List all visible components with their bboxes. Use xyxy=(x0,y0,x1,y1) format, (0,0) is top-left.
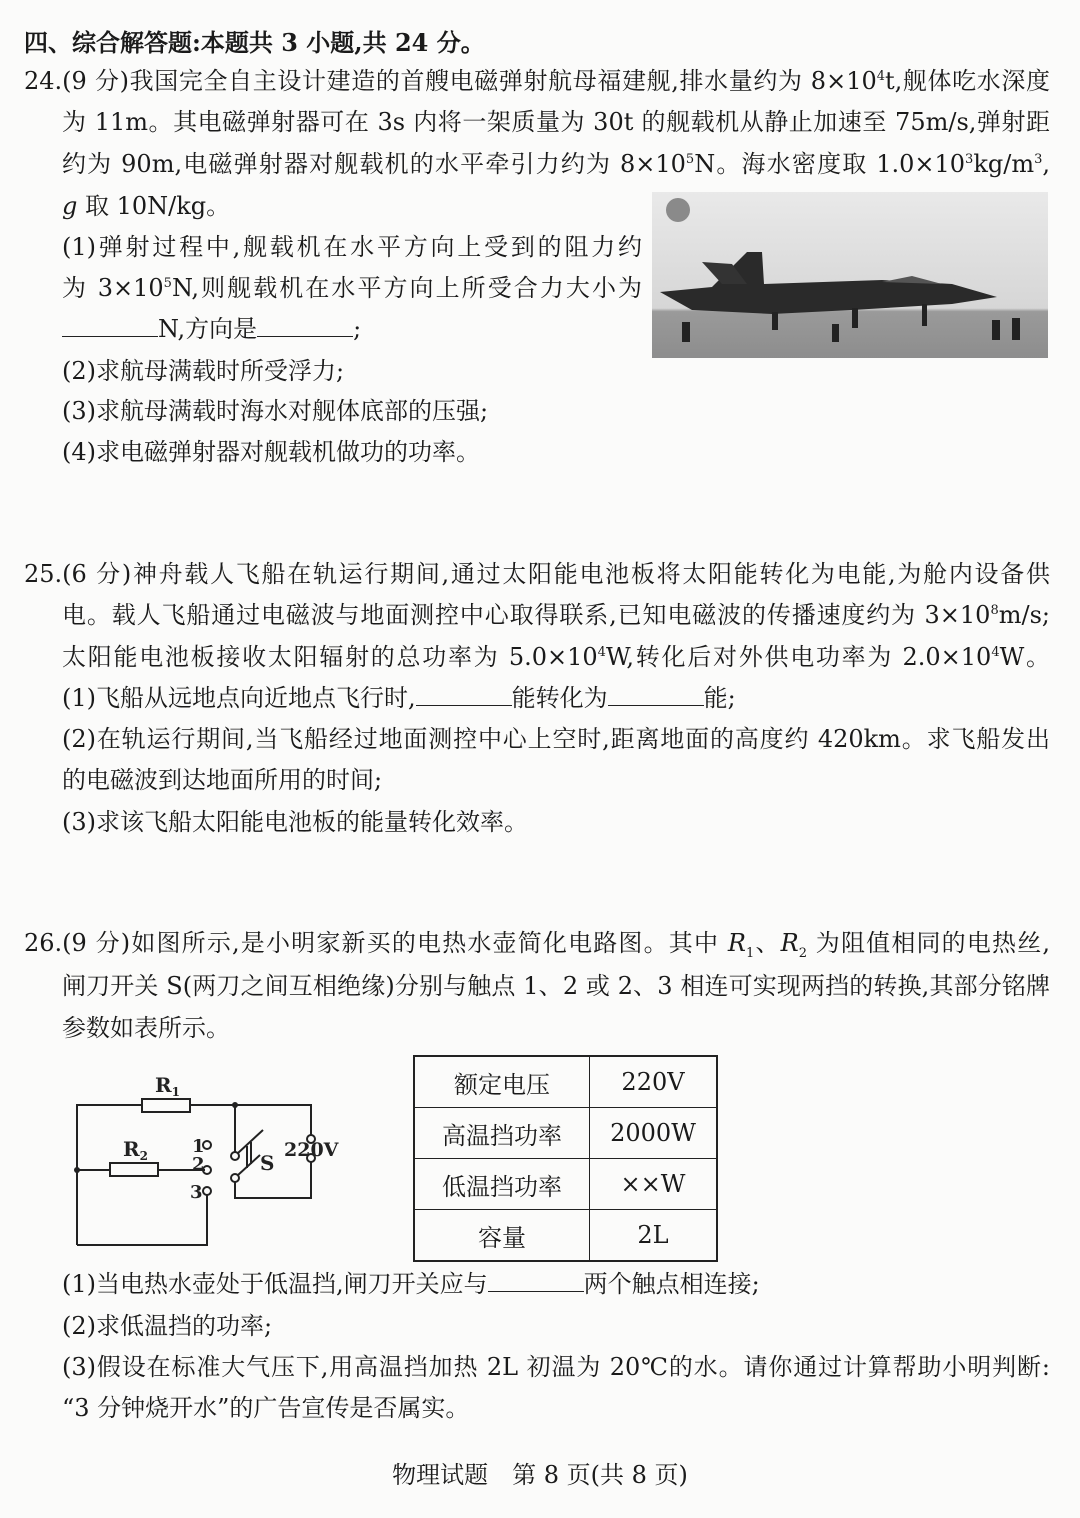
q26-line xyxy=(62,1311,1050,1341)
svg-text:R2: $R_2$ xyxy=(123,1137,148,1163)
answer-blank xyxy=(62,314,158,337)
subscript: 1 xyxy=(746,945,755,958)
q24-line xyxy=(62,232,642,262)
superscript: 4 xyxy=(597,645,606,660)
text-run: 能; xyxy=(703,684,736,712)
q25-line xyxy=(24,559,1050,589)
text-run: 的电磁波到达地面所用的时间; xyxy=(62,766,383,794)
carrier-jet-photo xyxy=(652,192,1048,358)
superscript: 4 xyxy=(991,645,1000,660)
text-run: ; xyxy=(353,315,362,343)
svg-text:3: 3 xyxy=(190,1182,203,1203)
italic-symbol: g xyxy=(62,192,78,220)
q26-line xyxy=(62,971,1050,1001)
table-row: 低温挡功率 ××W xyxy=(414,1159,717,1210)
resistor-r1 xyxy=(142,1099,190,1112)
table-row: 容量 2L xyxy=(414,1210,717,1262)
superscript: 3 xyxy=(965,152,974,167)
q24-line xyxy=(62,356,1050,386)
text-run: 太阳能电池板接收太阳辐射的总功率为 5.0×10 xyxy=(62,643,598,671)
logo-badge-icon xyxy=(666,198,690,222)
text-run: (3)求该飞船太阳能电池板的能量转化效率。 xyxy=(62,808,528,836)
text-run: t,舰体吃水深度 xyxy=(885,67,1050,95)
italic-symbol: R xyxy=(727,929,746,957)
text-run: 两个触点相连接; xyxy=(583,1270,760,1298)
text-run: 闸刀开关 S(两刀之间互相绝缘)分别与触点 1、2 或 2、3 相连可实现两挡的转换,其部分铭牌 xyxy=(62,972,1050,1000)
text-run: (1)弹射过程中,舰载机在水平方向上受到的阻力约 xyxy=(62,233,642,261)
text-run: m/s; xyxy=(998,601,1050,629)
table-row: 高温挡功率 2000W xyxy=(414,1108,717,1159)
superscript: 5 xyxy=(685,152,695,167)
subscript: 2 xyxy=(798,945,807,958)
section-heading: 四、综合解答题:本题共 3 小题,共 24 分。 xyxy=(24,28,485,57)
text-run: (3)假设在标准大气压下,用高温挡加热 2L 初温为 20℃的水。请你通过计算帮助小明判断: xyxy=(62,1353,1050,1381)
text-run: N,方向是 xyxy=(158,315,258,343)
text-run: 参数如表所示。 xyxy=(62,1014,230,1042)
text-run: (2)求航母满载时所受浮力; xyxy=(62,357,345,385)
text-run: , xyxy=(1042,150,1050,178)
answer-blank xyxy=(416,683,512,706)
svg-text:2: 2 xyxy=(192,1154,205,1175)
jet-silhouette xyxy=(660,252,997,314)
text-run: (3)求航母满载时海水对舰体底部的压强; xyxy=(62,397,489,425)
q26-line xyxy=(62,1269,1050,1299)
q24-line xyxy=(62,273,642,303)
q26-line xyxy=(62,1013,1050,1043)
text-run: 24.(9 分)我国完全自主设计建造的首艘电磁弹射航母福建舰,排水量约为 8×10 xyxy=(24,67,877,95)
table-row: 额定电压 220V xyxy=(414,1056,717,1108)
q26-line xyxy=(62,1352,1050,1382)
text-run: 、 xyxy=(754,929,781,957)
text-run: N。海水密度取 1.0×10 xyxy=(694,150,966,178)
resistor-r2 xyxy=(110,1163,158,1176)
svg-text:S: S xyxy=(260,1151,275,1175)
superscript: 3 xyxy=(1034,152,1043,167)
answer-blank xyxy=(257,314,353,337)
superscript: 8 xyxy=(990,603,999,618)
svg-text:R1: $R_1$ xyxy=(155,1073,180,1099)
page-footer: 物理试题 第 8 页(共 8 页) xyxy=(392,1461,688,1489)
q24-line xyxy=(62,149,1050,179)
text-run: 26.(9 分)如图所示,是小明家新买的电热水壶简化电路图。其中 xyxy=(24,929,728,957)
text-run: (1)当电热水壶处于低温挡,闸刀开关应与 xyxy=(62,1270,488,1298)
text-run: (2)在轨运行期间,当飞船经过地面测控中心上空时,距离地面的高度约 420km。求飞船发出 xyxy=(62,725,1050,753)
q24-line xyxy=(62,437,1050,467)
text-run: N,则舰载机在水平方向上所受合力大小为 xyxy=(171,274,642,302)
text-run: 为 3×10 xyxy=(62,274,164,302)
q24-line xyxy=(62,396,1050,426)
text-run: (2)求低温挡的功率; xyxy=(62,1312,273,1340)
answer-blank xyxy=(488,1269,584,1292)
q24-line xyxy=(24,66,1050,96)
text-run: 电。载人飞船通过电磁波与地面测控中心取得联系,已知电磁波的传播速度约为 3×10 xyxy=(62,601,991,629)
text-run: 25.(6 分)神舟载人飞船在轨运行期间,通过太阳能电池板将太阳能转化为电能,为舱内设备供 xyxy=(24,560,1050,588)
text-run: W,转化后对外供电功率为 2.0×10 xyxy=(605,643,992,671)
circuit-diagram xyxy=(60,1060,360,1250)
q25-line xyxy=(62,765,1050,795)
text-run: W。 xyxy=(999,643,1050,671)
q26-line xyxy=(62,1393,1050,1423)
text-run: kg/m xyxy=(973,150,1035,178)
text-run: “3 分钟烧开水”的广告宣传是否属实。 xyxy=(62,1394,470,1422)
svg-text:220V: 220V xyxy=(284,1139,339,1161)
q25-line xyxy=(62,724,1050,754)
q26-line xyxy=(24,928,1050,958)
q25-line xyxy=(62,683,1050,713)
answer-blank xyxy=(608,683,704,706)
text-run: 为阻值相同的电热丝, xyxy=(807,929,1050,957)
q25-line xyxy=(62,807,1050,837)
text-run: 能转化为 xyxy=(511,684,608,712)
text-run: 取 10N/kg。 xyxy=(77,192,231,220)
svg-text:1: 1 xyxy=(192,1136,205,1157)
superscript: 4 xyxy=(876,69,886,84)
q25-line xyxy=(62,600,1050,630)
text-run: 为 11m。其电磁弹射器可在 3s 内将一架质量为 30t 的舰载机从静止加速至 75m/s,弹射距 xyxy=(62,108,1050,136)
text-run: (4)求电磁弹射器对舰载机做功的功率。 xyxy=(62,438,480,466)
text-run: 约为 90m,电磁弹射器对舰载机的水平牵引力约为 8×10 xyxy=(62,150,686,178)
q24-line xyxy=(62,107,1050,137)
text-run: (1)飞船从远地点向近地点飞行时, xyxy=(62,684,416,712)
nameplate-table xyxy=(413,1055,718,1262)
q25-line xyxy=(62,642,1050,672)
superscript: 5 xyxy=(163,276,172,291)
italic-symbol: R xyxy=(780,929,799,957)
